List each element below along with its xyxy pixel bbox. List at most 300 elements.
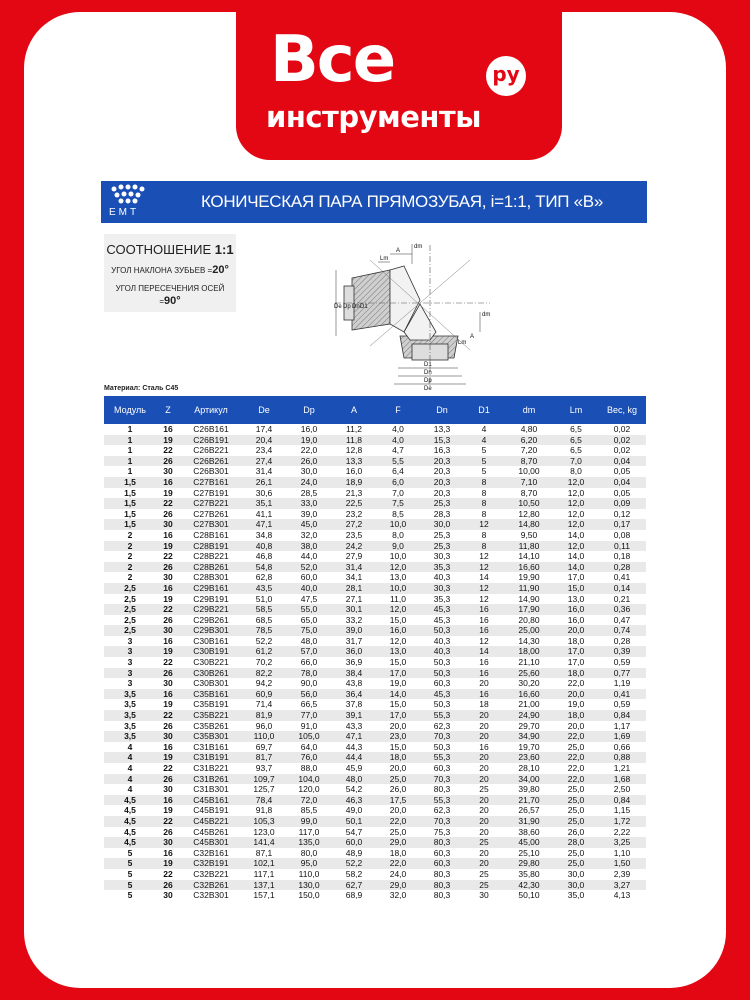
table-cell: 50,3	[433, 741, 451, 752]
table-cell: 80,3	[433, 784, 451, 795]
dim-dp-left: Dp	[343, 304, 351, 310]
table-cell: 70,3	[420, 774, 464, 785]
table-cell: 3	[127, 678, 133, 689]
table-cell: 2,5	[124, 593, 136, 604]
table-cell: 28,1	[332, 583, 376, 594]
table-cell: 49,0	[345, 805, 363, 816]
table-cell: 15,0	[554, 583, 598, 594]
table-cell: 15,0	[389, 699, 407, 710]
table-row	[104, 657, 646, 668]
table-cell: 55,3	[420, 795, 464, 806]
table-cell: 4,5	[104, 816, 156, 827]
table-cell: 19,0	[567, 699, 585, 710]
table-cell: 20	[479, 847, 489, 858]
table-cell: 19	[163, 593, 173, 604]
table-cell: 18,0	[389, 847, 407, 858]
material-note: Материал: Сталь С45	[104, 385, 179, 392]
table-cell: 117,1	[253, 868, 275, 879]
table-row	[104, 636, 646, 647]
table-row	[104, 668, 646, 679]
table-cell: 25,0	[554, 795, 598, 806]
table-cell: C35B191	[193, 699, 229, 710]
table-cell: 19	[156, 435, 180, 446]
table-cell: 30,20	[518, 678, 540, 689]
table-cell: C31B261	[180, 774, 242, 785]
ratio-title	[104, 242, 236, 258]
table-cell: 20	[479, 678, 489, 689]
table-cell: 26	[156, 456, 180, 467]
table-cell: 4,5	[124, 805, 136, 816]
table-cell: 19,90	[518, 572, 540, 583]
table-cell: 8	[464, 498, 504, 509]
table-cell: 19	[163, 699, 173, 710]
table-cell: 44,4	[332, 752, 376, 763]
table-cell: 20	[464, 752, 504, 763]
table-cell: 16	[163, 635, 173, 646]
table-cell: 19	[156, 858, 180, 869]
table-cell: 80,3	[433, 868, 451, 879]
table-cell: 45,00	[504, 837, 554, 848]
table-cell: 0,14	[598, 583, 646, 594]
table-cell: 40,3	[433, 572, 451, 583]
table-cell: 28,5	[300, 487, 318, 498]
table-cell: 8,0	[570, 466, 582, 477]
table-cell: 20	[464, 710, 504, 721]
table-cell: 0,84	[598, 795, 646, 806]
table-cell: 62,3	[433, 720, 451, 731]
table-cell: 16	[156, 795, 180, 806]
table-cell: C27B301	[180, 519, 242, 530]
table-cell: C29B191	[193, 593, 229, 604]
table-cell: 28,3	[433, 508, 451, 519]
table-cell: 1,5	[124, 508, 136, 519]
table-cell: 16,0	[376, 625, 420, 636]
table-cell: 1	[104, 456, 156, 467]
table-cell: 2,22	[613, 826, 631, 837]
table-row	[104, 604, 646, 615]
table-cell: 16	[464, 625, 504, 636]
table-cell: 2,5	[104, 583, 156, 594]
table-cell: 30	[156, 731, 180, 742]
table-cell: 123,0	[253, 826, 275, 837]
table-cell: 1,10	[613, 847, 631, 858]
table-cell: 14,30	[518, 635, 540, 646]
table-row	[104, 466, 646, 477]
table-cell: 13,0	[376, 646, 420, 657]
table-cell: 105,0	[286, 731, 332, 742]
table-cell: 0,18	[613, 551, 631, 562]
table-cell: 38,60	[518, 826, 540, 837]
table-cell: 26,0	[286, 456, 332, 467]
table-cell: 4	[464, 435, 504, 446]
table-cell: 25,0	[567, 805, 585, 816]
table-cell: 1,50	[598, 858, 646, 869]
table-cell: 3,5	[104, 710, 156, 721]
table-cell: 36,0	[332, 646, 376, 657]
table-cell: 44,3	[345, 741, 363, 752]
table-cell: C26B301	[193, 466, 229, 477]
table-cell: 50,3	[433, 657, 451, 668]
table-cell: 0,02	[598, 435, 646, 446]
table-cell: C27B191	[193, 487, 229, 498]
table-cell: 19	[163, 805, 173, 816]
table-cell: 8	[481, 508, 487, 519]
table-cell: 19	[163, 487, 173, 498]
dim-lm-right: Lm	[458, 340, 467, 346]
table-cell: 12	[479, 551, 489, 562]
table-cell: 1,5	[104, 519, 156, 530]
table-cell: 16,0	[554, 604, 598, 615]
table-cell: 30,0	[567, 868, 585, 879]
logo-badge: ру	[486, 56, 526, 96]
table-cell: 130,0	[286, 880, 332, 891]
table-row	[104, 774, 646, 785]
table-cell: 20	[479, 826, 489, 837]
table-cell: 25	[479, 784, 489, 795]
table-cell: 36,9	[345, 657, 363, 668]
table-cell: 43,5	[242, 583, 286, 594]
table-cell: 60,9	[242, 689, 286, 700]
table-cell: 15,3	[420, 435, 464, 446]
table-cell: 16	[464, 604, 504, 615]
table-cell: 22,0	[376, 816, 420, 827]
table-cell: 80,3	[433, 890, 451, 901]
table-cell: 7,10	[504, 477, 554, 488]
table-cell: 4	[127, 763, 133, 773]
table-row	[104, 710, 646, 721]
table-cell: 22	[163, 657, 173, 668]
table-cell: 4,80	[520, 424, 538, 434]
table-cell: C29B261	[193, 614, 229, 625]
table-cell: 22	[163, 868, 173, 879]
table-cell: 8,0	[392, 529, 404, 540]
table-cell: 30,3	[420, 583, 464, 594]
table-cell: 38,0	[286, 541, 332, 552]
column-header: A	[332, 396, 376, 424]
table-cell: 22	[163, 551, 173, 562]
table-row	[104, 848, 646, 859]
table-cell: 26	[156, 880, 180, 891]
table-row	[104, 689, 646, 700]
table-cell: 16	[464, 689, 504, 700]
table-cell: 48,9	[345, 847, 363, 858]
table-cell: 19	[156, 541, 180, 552]
table-cell: 20,0	[567, 720, 585, 731]
table-cell: 5	[104, 880, 156, 891]
table-cell: 25,60	[504, 668, 554, 679]
table-cell: 46,3	[332, 795, 376, 806]
table-cell: 10,0	[389, 551, 407, 562]
table-cell: 0,41	[613, 572, 631, 583]
column-header: Модуль	[104, 396, 156, 424]
table-cell: 5	[481, 445, 487, 456]
table-cell: 117,0	[298, 826, 320, 837]
table-cell: 2,5	[124, 614, 136, 625]
table-row	[104, 424, 646, 435]
table-cell: 22,0	[554, 774, 598, 785]
table-cell: 16	[163, 741, 173, 752]
table-cell: 35,1	[242, 498, 286, 509]
table-cell: 25,3	[420, 541, 464, 552]
table-cell: 65,0	[300, 614, 318, 625]
table-cell: 47,5	[300, 593, 318, 604]
table-cell: C28B161	[193, 529, 229, 540]
table-cell: 10,50	[504, 498, 554, 509]
table-cell: 0,59	[613, 699, 631, 710]
table-cell: 20	[464, 816, 504, 827]
table-cell: 0,41	[598, 689, 646, 700]
table-cell: 0,11	[598, 541, 646, 552]
dim-dm-right: dm	[482, 312, 491, 318]
table-cell: 0,84	[598, 710, 646, 721]
table-cell: 22	[156, 604, 180, 615]
table-cell: 25,00	[504, 625, 554, 636]
table-cell: 14,0	[376, 689, 420, 700]
table-cell: 0,02	[613, 424, 631, 434]
table-cell: 20,80	[518, 614, 540, 625]
logo[interactable]	[236, 12, 562, 160]
table-cell: 1	[127, 424, 133, 434]
table-cell: 16	[479, 741, 489, 752]
brand-label: EMT	[109, 207, 140, 218]
table-cell: 17,0	[376, 668, 420, 679]
table-cell: 93,7	[255, 763, 273, 773]
table-cell: 14	[479, 572, 489, 583]
table-cell: 24,0	[286, 477, 332, 488]
table-cell: C27B161	[180, 477, 242, 488]
table-cell: 16	[163, 847, 173, 858]
table-cell: 80,3	[420, 837, 464, 848]
table-cell: 4	[127, 784, 133, 795]
table-cell: 0,36	[598, 604, 646, 615]
table-cell: 12,8	[345, 445, 363, 456]
table-cell: 68,5	[255, 614, 273, 625]
table-cell: 54,7	[345, 826, 363, 837]
table-cell: 20,0	[554, 689, 598, 700]
table-cell: 66,5	[300, 699, 318, 710]
table-cell: 16	[156, 583, 180, 594]
table-cell: 0,77	[598, 668, 646, 679]
table-cell: 2	[127, 551, 133, 562]
table-cell: 0,88	[598, 752, 646, 763]
table-cell: 77,0	[286, 710, 332, 721]
table-cell: 20	[479, 805, 489, 816]
table-cell: 19,0	[389, 678, 407, 689]
table-row	[104, 752, 646, 763]
table-row	[104, 742, 646, 753]
table-cell: 20,0	[389, 763, 407, 773]
table-cell: 18,0	[376, 752, 420, 763]
table-row	[104, 880, 646, 891]
table-cell: 70,2	[255, 657, 273, 668]
table-cell: C28B301	[193, 572, 229, 583]
table-cell: 26,57	[518, 805, 540, 816]
table-cell: C31B191	[180, 752, 242, 763]
table-cell: 19	[156, 646, 180, 657]
table-cell: 45,9	[345, 763, 363, 773]
table-row	[104, 541, 646, 552]
table-cell: 4,0	[376, 435, 420, 446]
table-cell: 12	[464, 583, 504, 594]
table-row	[104, 721, 646, 732]
dim-de-bottom: De	[424, 386, 432, 390]
table-cell: 16	[156, 689, 180, 700]
table-cell: 29,0	[376, 880, 420, 891]
table-cell: 21,70	[504, 795, 554, 806]
table-cell: 12	[464, 519, 504, 530]
table-cell: 5,5	[376, 456, 420, 467]
table-cell: 3,5	[124, 720, 136, 731]
table-cell: 3,5	[104, 689, 156, 700]
table-cell: 0,02	[613, 445, 631, 456]
table-cell: C45B301	[180, 837, 242, 848]
table-cell: 137,1	[242, 880, 286, 891]
table-cell: 7,20	[520, 445, 538, 456]
table-cell: 12,0	[554, 541, 598, 552]
table-cell: 1,5	[104, 498, 156, 509]
table-cell: 11,80	[504, 541, 554, 552]
table-cell: 12,0	[567, 487, 585, 498]
table-cell: 25,3	[420, 498, 464, 509]
table-cell: 1,5	[124, 487, 136, 498]
table-cell: 17,5	[376, 795, 420, 806]
table-cell: 26	[156, 668, 180, 679]
dim-dp-bottom: Dp	[424, 378, 432, 384]
table-cell: C26B161	[193, 424, 229, 434]
table-cell: 16	[156, 477, 180, 488]
dim-dn-bottom: Dn	[424, 370, 432, 376]
table-cell: 2,5	[104, 625, 156, 636]
table-cell: 12	[479, 635, 489, 646]
table-cell: 39,80	[518, 784, 540, 795]
emt-logo-icon	[109, 184, 147, 206]
table-cell: 81,7	[242, 752, 286, 763]
table-cell: 22	[163, 763, 173, 773]
table-cell: 16,3	[433, 445, 451, 456]
table-cell: 23,0	[376, 731, 420, 742]
table-cell: 20	[479, 763, 489, 773]
table-cell: 157,1	[253, 890, 275, 901]
table-cell: 20	[464, 731, 504, 742]
table-cell: 14,0	[554, 562, 598, 573]
table-cell: C29B301	[180, 625, 242, 636]
table-row	[104, 805, 646, 816]
ratio-info-box	[104, 234, 236, 312]
table-cell: 20	[464, 795, 504, 806]
dim-lm-top: Lm	[380, 256, 389, 262]
table-cell: 105,3	[242, 816, 286, 827]
dim-d1-bottom: D1	[424, 362, 432, 368]
table-cell: 22,0	[554, 731, 598, 742]
table-cell: 58,5	[242, 604, 286, 615]
table-cell: 125,7	[253, 784, 275, 795]
table-cell: 51,0	[255, 593, 273, 604]
table-cell: 52,2	[332, 858, 376, 869]
table-cell: C35B221	[180, 710, 242, 721]
table-cell: 18,0	[567, 635, 585, 646]
table-cell: 6,5	[570, 445, 582, 456]
table-cell: 33,0	[286, 498, 332, 509]
table-cell: 4,7	[392, 445, 404, 456]
table-cell: 13,0	[389, 572, 407, 583]
spec-table	[104, 396, 646, 901]
table-cell: 22	[156, 498, 180, 509]
table-cell: 8,5	[392, 508, 404, 519]
table-cell: 2	[127, 572, 133, 583]
table-cell: 12	[464, 562, 504, 573]
banner-title: КОНИЧЕСКАЯ ПАРА ПРЯМОЗУБАЯ, i=1:1, ТИП «В»	[201, 192, 603, 211]
table-cell: 16	[163, 424, 173, 434]
table-cell: 0,04	[598, 477, 646, 488]
table-row	[104, 890, 646, 901]
table-cell: 5	[481, 466, 487, 477]
table-cell: 0,39	[598, 646, 646, 657]
table-cell: 60,3	[433, 847, 451, 858]
table-row	[104, 646, 646, 657]
table-cell: C30B301	[193, 678, 229, 689]
table-cell: C30B221	[193, 657, 229, 668]
table-cell: 35,80	[518, 868, 540, 879]
table-cell: 20,0	[554, 625, 598, 636]
table-cell: 40,0	[286, 583, 332, 594]
table-cell: 15,0	[389, 741, 407, 752]
table-cell: 52,2	[255, 635, 273, 646]
table-row	[104, 572, 646, 583]
table-cell: 14,90	[518, 593, 540, 604]
table-row	[104, 456, 646, 467]
column-header: F	[376, 396, 420, 424]
table-cell: 16	[163, 529, 173, 540]
table-cell: 69,7	[255, 741, 273, 752]
table-cell: 22	[156, 816, 180, 827]
table-cell: 12,0	[376, 604, 420, 615]
axis-angle-value: 90°	[164, 295, 181, 307]
table-cell: 26,0	[567, 826, 585, 837]
table-cell: 30	[156, 837, 180, 848]
table-cell: 1	[127, 466, 133, 477]
table-cell: 50,1	[332, 816, 376, 827]
table-cell: 32,0	[389, 890, 407, 901]
table-cell: 29,70	[518, 720, 540, 731]
table-cell: 35,3	[433, 593, 451, 604]
table-cell: 45,0	[286, 519, 332, 530]
table-row	[104, 816, 646, 827]
table-cell: 0,17	[598, 519, 646, 530]
table-cell: 3,5	[104, 731, 156, 742]
table-row	[104, 699, 646, 710]
table-cell: 12,80	[518, 508, 540, 519]
table-cell: 39,0	[332, 625, 376, 636]
table-cell: 15,0	[389, 657, 407, 668]
table-cell: 2	[127, 529, 133, 540]
table-cell: 14,10	[518, 551, 540, 562]
table-cell: 30	[163, 784, 173, 795]
column-header: De	[242, 396, 286, 424]
table-cell: 8	[464, 477, 504, 488]
table-cell: 25,0	[567, 784, 585, 795]
table-cell: 54,8	[242, 562, 286, 573]
bevel-gear-drawing	[330, 240, 500, 390]
table-cell: C35B161	[180, 689, 242, 700]
table-cell: 16,60	[504, 689, 554, 700]
table-cell: 24,90	[504, 710, 554, 721]
table-cell: 12,0	[554, 519, 598, 530]
table-cell: 0,74	[598, 625, 646, 636]
table-cell: 20,3	[420, 477, 464, 488]
table-cell: 46,8	[255, 551, 273, 562]
table-cell: C26B221	[193, 445, 229, 456]
table-cell: 96,0	[255, 720, 273, 731]
